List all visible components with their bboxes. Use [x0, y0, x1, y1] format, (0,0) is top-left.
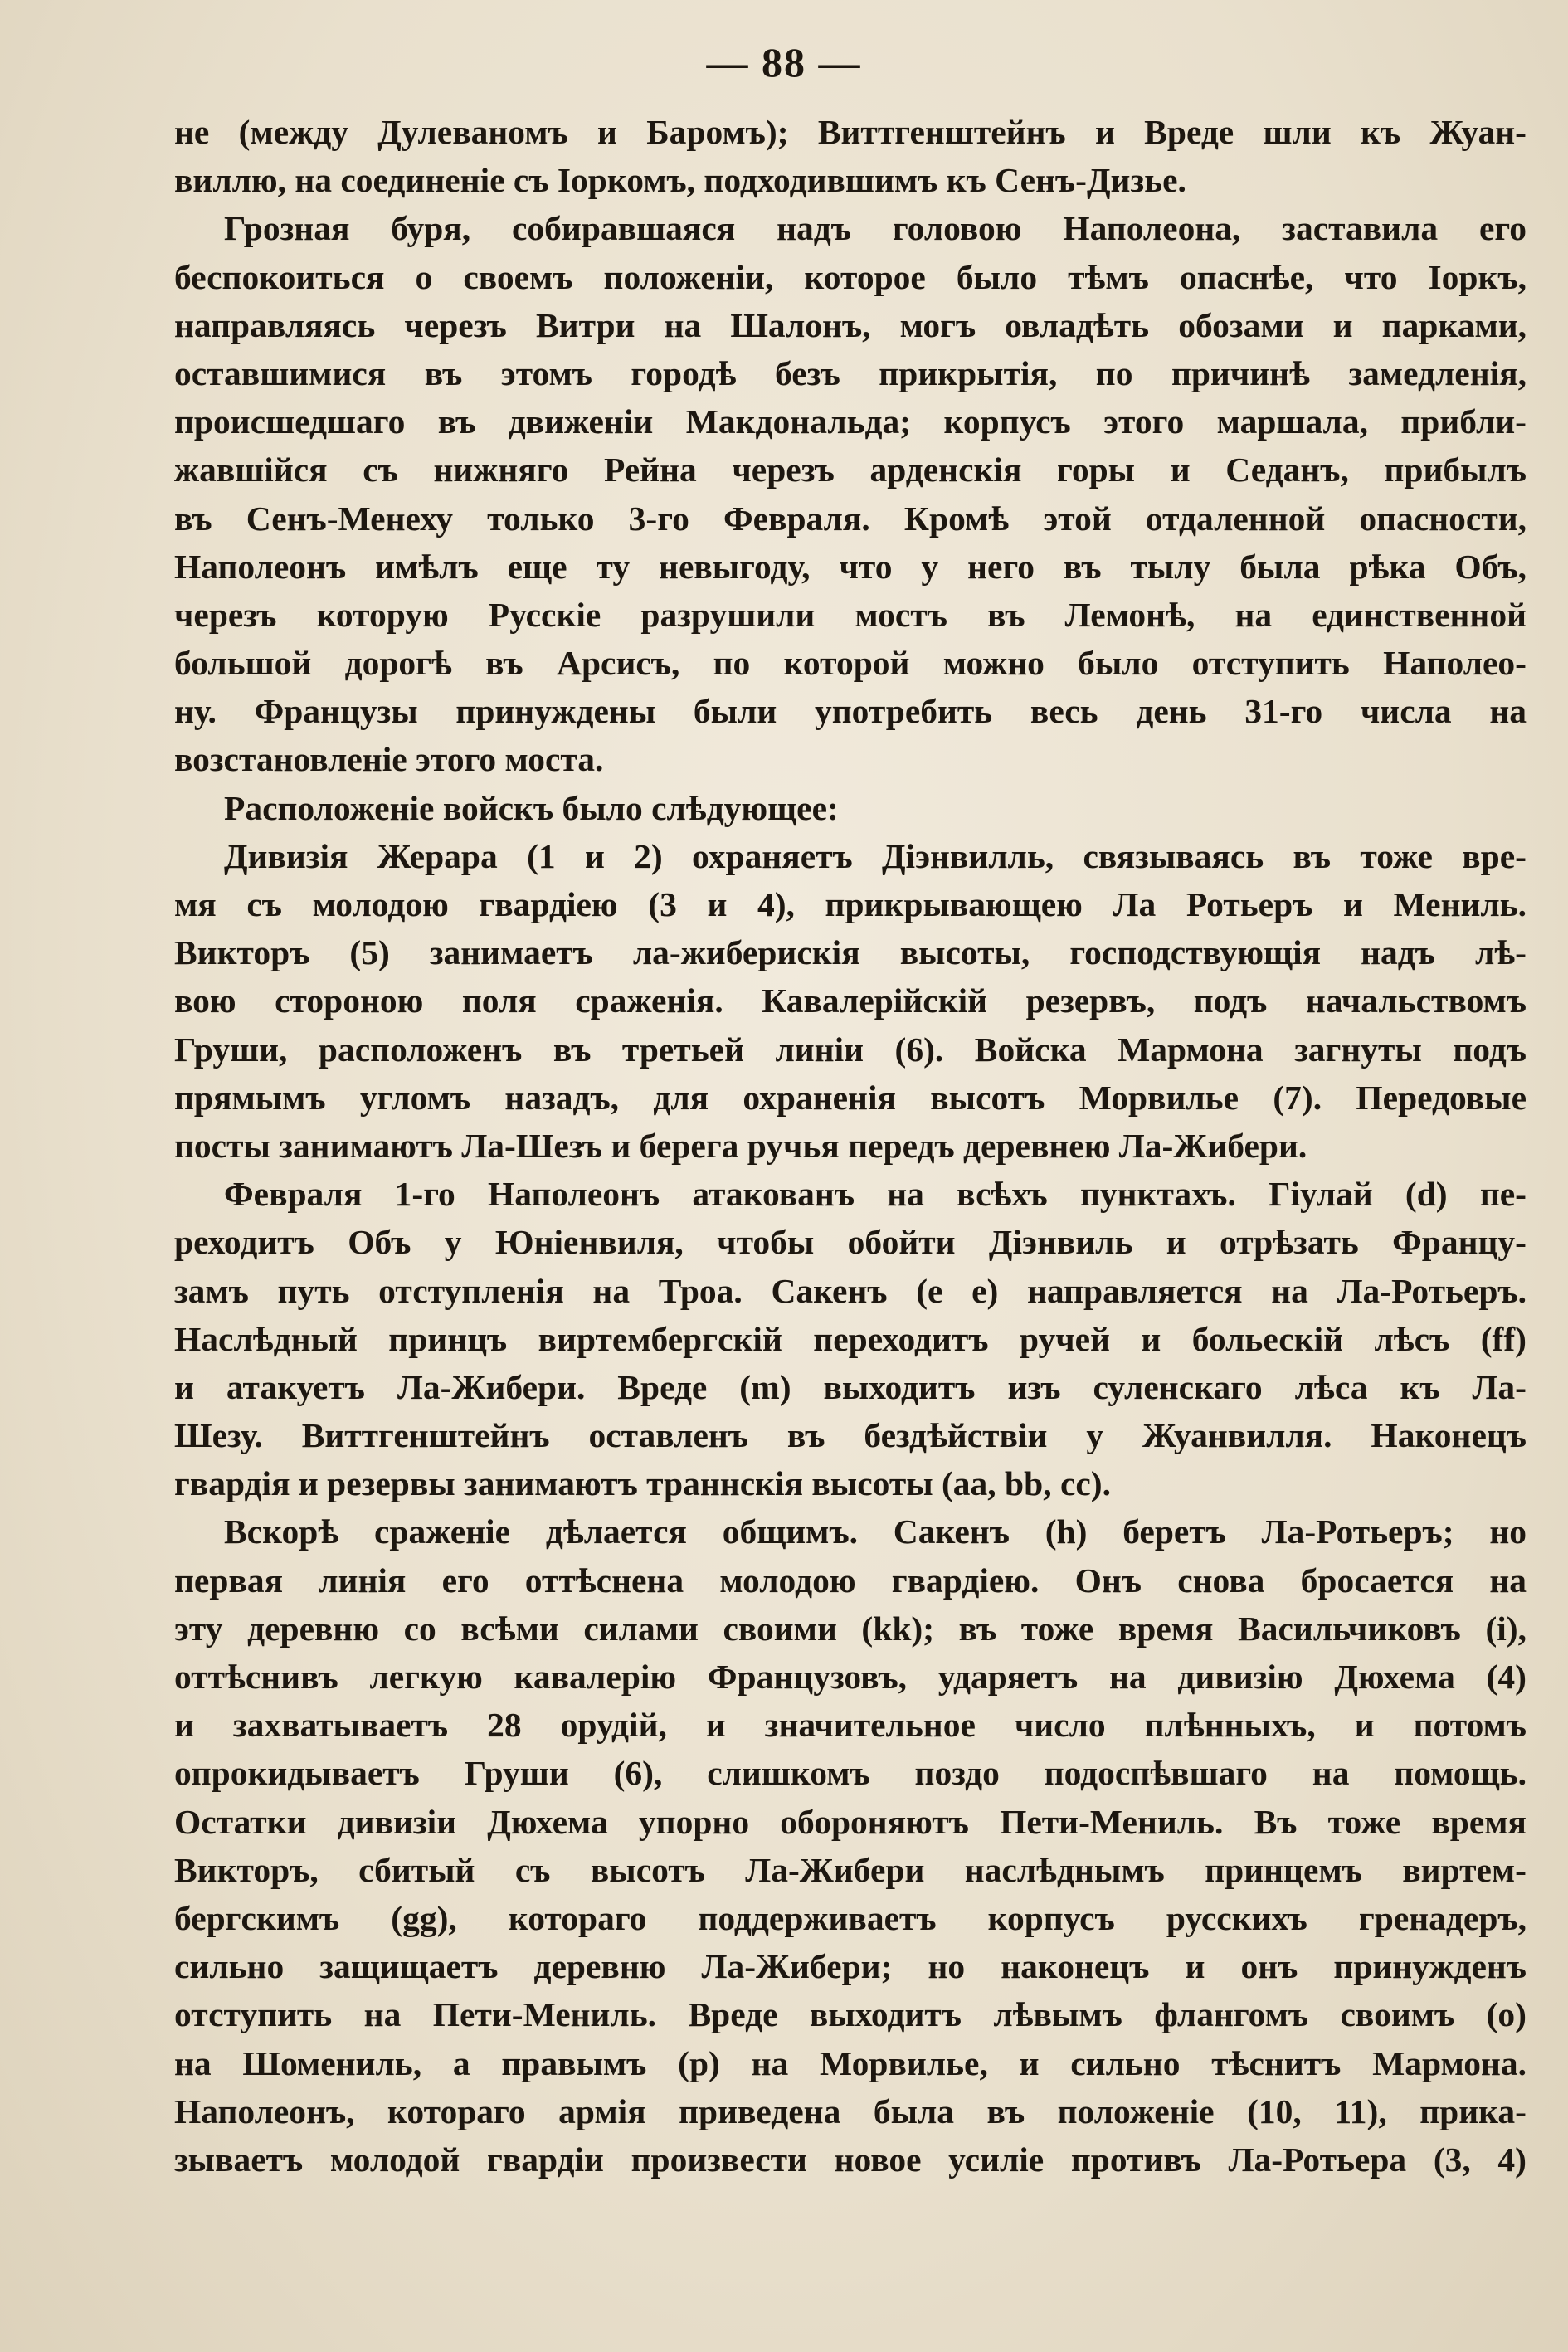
text-line: опрокидываетъ Груши (6), слишкомъ поздо подоспѣвшаго на помощь. — [174, 1754, 1527, 1793]
text-line: Остатки дивизіи Дюхема упорно обороняютъ Пети-Мениль. Въ тоже время — [174, 1802, 1527, 1841]
text-line: оставшимися въ этомъ городѣ безъ прикрытія, по причинѣ замедленія, — [174, 353, 1527, 392]
text-line: въ Сенъ-Менеху только 3-го Февраля. Кромѣ этой отдаленной опасности, — [174, 499, 1527, 538]
text-line: и атакуетъ Ла-Жибери. Вреде (m) выходитъ изъ суленскаго лѣса къ Ла- — [174, 1367, 1527, 1406]
text-line: виллю, на соединеніе съ Іоркомъ, подходившимъ къ Сенъ-Дизье. — [174, 161, 1186, 200]
text-line: Наполеонъ имѣлъ еще ту невыгоду, что у него въ тылу была рѣка Объ, — [174, 547, 1527, 586]
text-line: сильно защищаетъ деревню Ла-Жибери; но наконецъ и онъ принужденъ — [174, 1947, 1527, 1986]
text-line: Февраля 1-го Наполеонъ атакованъ на всѣхъ пунктахъ. Гіулай (d) пе- — [224, 1175, 1527, 1214]
text-line: Дивизія Жерара (1 и 2) охраняетъ Діэнвилль, связываясь въ тоже вре- — [224, 836, 1527, 875]
text-line: и захватываетъ 28 орудій, и значительное число плѣнныхъ, и потомъ — [174, 1706, 1527, 1745]
text-line: происшедшаго въ движеніи Макдональда; корпусъ этого маршала, прибли- — [174, 402, 1527, 441]
text-line: зываетъ молодой гвардіи произвести новое усиліе противъ Ла-Ротьера (3, 4) — [174, 2140, 1527, 2179]
text-line: Вскорѣ сраженіе дѣлается общимъ. Сакенъ (h) беретъ Ла-Ротьеръ; но — [224, 1512, 1527, 1551]
text-line: отступить на Пети-Мениль. Вреде выходитъ лѣвымъ флангомъ своимъ (o) — [174, 1995, 1527, 2034]
text-line: Наслѣдный принцъ виртембергскій переходитъ ручей и больескій лѣсъ (ff) — [174, 1319, 1527, 1358]
text-line: беспокоиться о своемъ положеніи, которое было тѣмъ опаснѣе, что Іоркъ, — [174, 257, 1527, 296]
text-line: Расположеніе войскъ было слѣдующее: — [224, 788, 839, 827]
text-line: Наполеонъ, котораго армія приведена была въ положеніе (10, 11), прика- — [174, 2091, 1527, 2130]
text-line: большой дорогѣ въ Арсисъ, по которой можно было отступить Наполео- — [174, 644, 1527, 683]
body-text — [174, 108, 1527, 2184]
text-line: ну. Французы принуждены были употребить весь день 31-го числа на — [174, 692, 1527, 731]
text-line: эту деревню со всѣми силами своими (kk); въ тоже время Васильчиковъ (i), — [174, 1609, 1527, 1648]
text-line: Шезу. Виттгенштейнъ оставленъ въ бездѣйствіи у Жуанвилля. Наконецъ — [174, 1416, 1527, 1455]
text-line: реходитъ Объ у Юніенвиля, чтобы обойти Діэнвиль и отрѣзать Францу- — [174, 1223, 1527, 1262]
text-line: Грозная буря, собиравшаяся надъ головою Наполеона, заставила его — [224, 209, 1527, 248]
text-line: на Шомениль, а правымъ (p) на Морвилье, и сильно тѣснитъ Мармона. — [174, 2043, 1527, 2082]
text-line: направляясь черезъ Витри на Шалонъ, могъ овладѣть обозами и парками, — [174, 305, 1527, 344]
text-line: прямымъ угломъ назадъ, для охраненія высотъ Морвилье (7). Передовые — [174, 1078, 1527, 1117]
text-line: Груши, расположенъ въ третьей линіи (6). Войска Мармона загнуты подъ — [174, 1030, 1527, 1069]
text-line: гвардія и резервы занимаютъ траннскія высоты (аа, bb, сс). — [174, 1464, 1111, 1503]
text-line: мя съ молодою гвардіею (3 и 4), прикрывающею Ла Ротьеръ и Мениль. — [174, 885, 1527, 923]
page-number: — 88 — — [706, 39, 862, 85]
text-line: первая линія его оттѣснена молодою гвардіею. Онъ снова бросается на — [174, 1561, 1527, 1600]
text-line: замъ путь отступленія на Троа. Сакенъ (e e) направляется на Ла-Ротьеръ. — [174, 1271, 1527, 1310]
text-line: не (между Дулеваномъ и Баромъ); Виттгенштейнъ и Вреде шли къ Жуан- — [174, 113, 1527, 151]
text-line: Викторъ, сбитый съ высотъ Ла-Жибери наслѣднымъ принцемъ виртем- — [174, 1850, 1527, 1889]
text-line: жавшійся съ нижняго Рейна черезъ арденскія горы и Седанъ, прибылъ — [174, 450, 1527, 489]
text-line: бергскимъ (gg), котораго поддерживаетъ корпусъ русскихъ гренадеръ, — [174, 1898, 1527, 1937]
text-line: Викторъ (5) занимаетъ ла-жиберискія высоты, господствующія надъ лѣ- — [174, 933, 1527, 972]
text-line: посты занимаютъ Ла-Шезъ и берега ручья передъ деревнею Ла-Жибери. — [174, 1126, 1307, 1165]
text-line: оттѣснивъ легкую кавалерію Французовъ, ударяетъ на дивизію Дюхема (4) — [174, 1658, 1527, 1696]
text-line: возстановленіе этого моста. — [174, 740, 604, 779]
text-line: черезъ которую Русскіе разрушили мостъ въ Лемонѣ, на единственной — [174, 595, 1527, 634]
text-line: вою стороною поля сраженія. Кавалерійскій резервъ, подъ начальствомъ — [174, 981, 1527, 1020]
